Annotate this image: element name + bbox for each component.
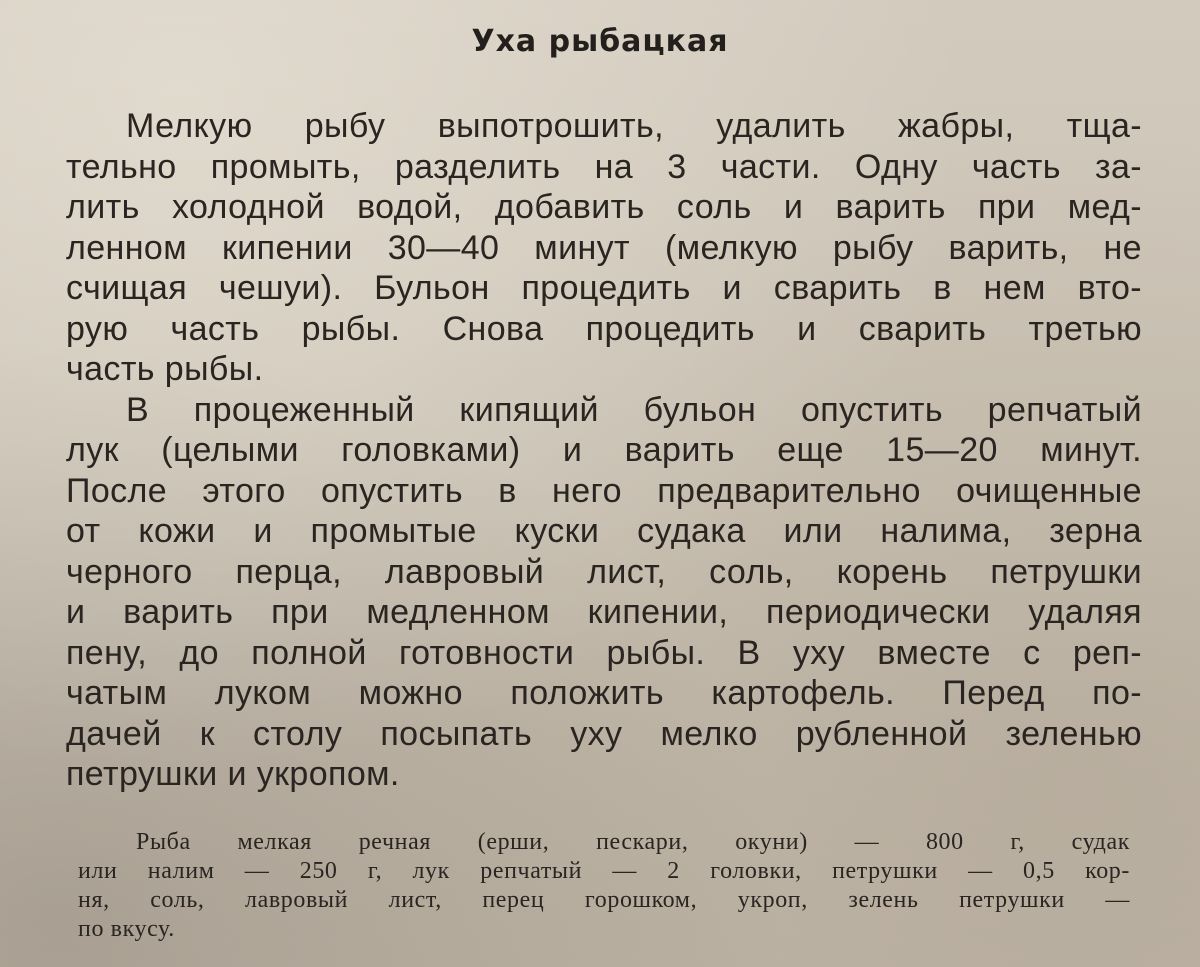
text-line: лить холодной водой, добавить соль и варить при мед- — [66, 188, 1142, 226]
ingredients-line: или налим — 250 г, лук репчатый — 2 головки, петрушки — 0,5 кор- — [78, 858, 1130, 884]
ingredients-line: Рыба мелкая речная (ерши, пескари, окуни) — 800 г, судак — [136, 829, 1130, 855]
text-line: черного перца, лавровый лист, соль, корень петрушки — [66, 552, 1142, 591]
text-line: рую часть рыбы. Снова процедить и сварить третью — [66, 309, 1142, 348]
ingredients-line: по вкусу. — [78, 916, 175, 942]
text-line: петрушки и укропом. — [66, 755, 400, 793]
instruction-paragraph-1 — [66, 106, 1142, 390]
instruction-paragraph-2 — [66, 390, 1142, 795]
text-line: часть рыбы. — [66, 350, 264, 388]
text-line: от кожи и промытые куски судака или налима, зерна — [66, 512, 1142, 550]
text-line: тельно промыть, разделить на 3 части. Одну часть за- — [66, 147, 1142, 186]
text-line: дачей к столу посыпать уху мелко рубленной зеленью — [66, 714, 1142, 753]
text-line: В процеженный кипящий бульон опустить репчатый — [126, 390, 1142, 429]
recipe-title: Уха рыбацкая — [471, 24, 729, 59]
text-line: Мелкую рыбу выпотрошить, удалить жабры, тща- — [126, 107, 1142, 145]
text-line: лук (целыми головками) и варить еще 15—20 минут. — [66, 431, 1142, 469]
ingredients-line: ня, соль, лавровый лист, перец горошком, укроп, зелень петрушки — — [78, 887, 1130, 913]
text-line: и варить при медленном кипении, периодически удаляя — [66, 593, 1142, 631]
text-line: пену, до полной готовности рыбы. В уху вместе с реп- — [66, 633, 1142, 672]
text-line: счищая чешуи). Бульон процедить и сварить в нем вто- — [66, 269, 1142, 307]
text-line: ленном кипении 30—40 минут (мелкую рыбу варить, не — [66, 228, 1142, 267]
recipe-instructions — [66, 106, 1142, 795]
ingredients-list — [78, 828, 1130, 944]
text-line: После этого опустить в него предварительно очищенные — [66, 471, 1142, 510]
text-line: чатым луком можно положить картофель. Перед по- — [66, 674, 1142, 712]
